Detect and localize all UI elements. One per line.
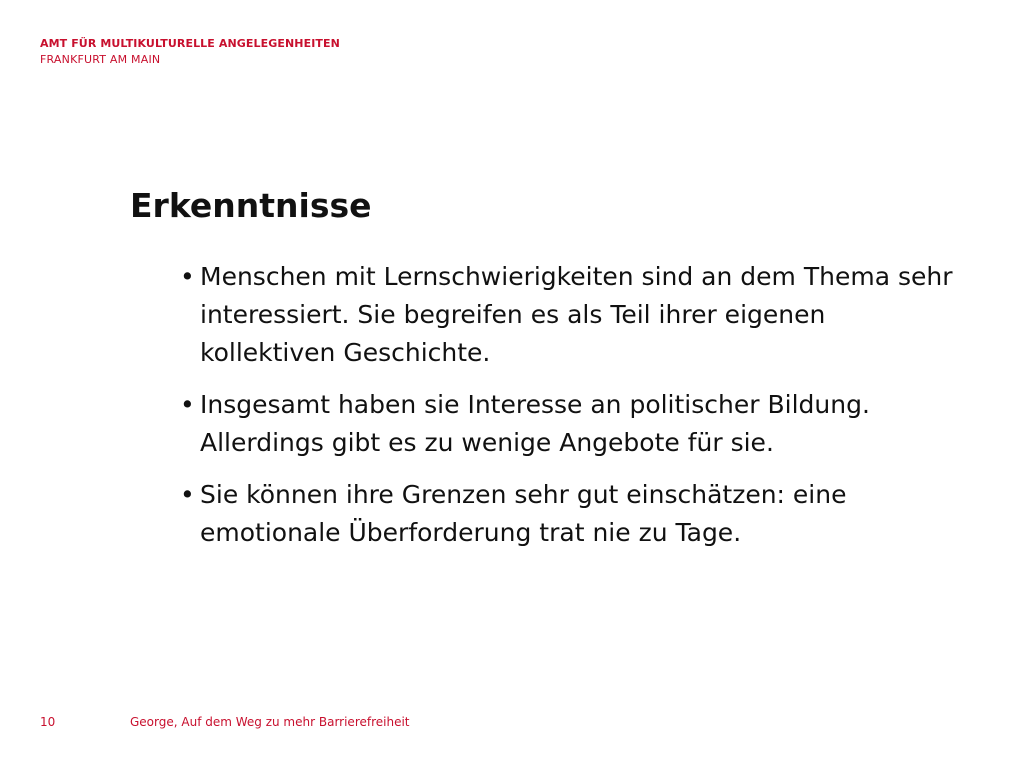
bullet-text: Sie können ihre Grenzen sehr gut einschätzen: eine emotionale Überforderung trat nie zu Tage. [200,480,847,547]
bullet-item [180,476,960,552]
organization-header [40,36,340,68]
bullet-dot-icon: • [180,480,195,509]
footer-text: George, Auf dem Weg zu mehr Barrierefreiheit [130,715,410,729]
bullet-item [180,386,960,462]
organization-name: AMT FÜR MULTIKULTURELLE ANGELEGENHEITEN [40,37,340,50]
bullet-item [180,258,960,372]
bullet-dot-icon: • [180,390,195,419]
bullet-text: Menschen mit Lernschwierigkeiten sind an dem Thema sehr interessiert. Sie begreifen es als Teil ihrer eigenen kollektiven Geschichte. [200,262,953,367]
slide-title: Erkenntnisse [130,186,372,225]
bullet-dot-icon: • [180,262,195,291]
organization-city: FRANKFURT AM MAIN [40,53,161,66]
page-number: 10 [40,715,56,729]
bullet-text: Insgesamt haben sie Interesse an politischer Bildung. Allerdings gibt es zu wenige Angebote für sie. [200,390,870,457]
bullet-list [180,258,960,566]
